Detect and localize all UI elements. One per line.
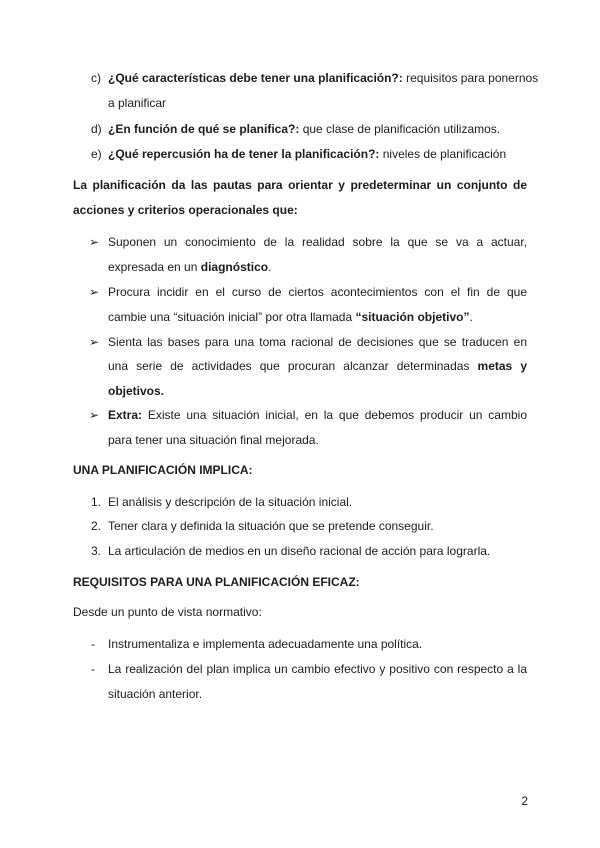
arrow-bullet-icon: ➢	[89, 285, 100, 299]
intro-line-2	[73, 202, 298, 218]
answer-text: niveles de planificación	[379, 147, 507, 161]
bullet-text: expresada en un	[108, 260, 201, 274]
intro-line-1	[73, 177, 527, 193]
bullet-text: cambie una “situación inicial” por otra llamada	[108, 310, 356, 324]
heading-text: REQUISITOS PARA UNA PLANIFICACIÓN EFICAZ:	[73, 575, 360, 589]
list-marker: c)	[91, 71, 101, 85]
dash-item: La realización del plan implica un cambio efectivo y positivo con respecto a la	[108, 662, 527, 676]
list-marker: e)	[91, 147, 102, 161]
bullet-3-line-1: Sienta las bases para una toma racional de decisiones que se traducen en	[108, 335, 527, 349]
dash-bullet: -	[91, 662, 95, 676]
question-text: ¿Qué características debe tener una planificación?:	[108, 71, 403, 85]
question-d	[108, 121, 500, 137]
bullet-3-line-3	[108, 383, 164, 399]
list-number: 3.	[91, 544, 102, 558]
bullet-3-line-2	[108, 358, 527, 374]
question-text: ¿Qué repercusión ha de tener la planificación?:	[108, 147, 380, 161]
bullet-2-line-2	[108, 309, 473, 325]
list-marker: d)	[91, 122, 102, 136]
dash-bullet: -	[91, 637, 95, 651]
bullet-bold-text: objetivos.	[108, 384, 165, 398]
question-c	[108, 70, 538, 86]
bullet-4-line-1	[108, 407, 527, 423]
page-number: 2	[521, 794, 528, 808]
section-heading-requisitos	[73, 574, 360, 590]
intro-text: La planificación da las pautas para orientar y predeterminar un conjunto de	[73, 178, 527, 192]
question-c-continuation: a planificar	[108, 96, 167, 110]
bullet-bold-text: Extra:	[108, 408, 143, 422]
bullet-text: .	[268, 260, 272, 274]
bullet-bold-text: “situación objetivo”	[355, 310, 470, 324]
numbered-item: La articulación de medios en un diseño racional de acción para lograrla.	[108, 544, 491, 558]
bullet-text: una serie de actividades que procuran alcanzar determinadas	[108, 359, 478, 373]
arrow-bullet-icon: ➢	[89, 408, 100, 422]
heading-text: UNA PLANIFICACIÓN IMPLICA:	[73, 463, 253, 477]
question-e	[108, 146, 506, 162]
bullet-1-line-1: Suponen un conocimiento de la realidad sobre la que se va a actuar,	[108, 235, 527, 249]
bullet-bold-text: metas y	[477, 359, 527, 373]
answer-text: requisitos para ponernos	[402, 71, 539, 85]
question-text: ¿En función de qué se planifica?:	[108, 122, 300, 136]
dash-item: Instrumentaliza e implementa adecuadamente una política.	[108, 637, 423, 651]
section-heading-implica	[73, 462, 253, 478]
bullet-text: .	[469, 310, 473, 324]
bullet-bold-text: diagnóstico	[200, 260, 269, 274]
section-subtitle: Desde un punto de vista normativo:	[73, 605, 262, 619]
bullet-text: Existe una situación inicial, en la que debemos producir un cambio	[142, 408, 527, 422]
numbered-item: Tener clara y definida la situación que se pretende conseguir.	[108, 519, 434, 533]
bullet-2-line-1: Procura incidir en el curso de ciertos acontecimientos con el fin de que	[108, 285, 527, 299]
bullet-4-line-2: para tener una situación final mejorada.	[108, 433, 319, 447]
answer-text: que clase de planificación utilizamos.	[299, 122, 501, 136]
list-number: 2.	[91, 519, 102, 533]
bullet-1-line-2	[108, 259, 271, 275]
list-number: 1.	[91, 495, 102, 509]
arrow-bullet-icon: ➢	[89, 335, 100, 349]
arrow-bullet-icon: ➢	[89, 235, 100, 249]
numbered-item: El análisis y descripción de la situación inicial.	[108, 495, 353, 509]
intro-text: acciones y criterios operacionales que:	[73, 203, 298, 217]
dash-item-continuation: situación anterior.	[108, 687, 203, 701]
